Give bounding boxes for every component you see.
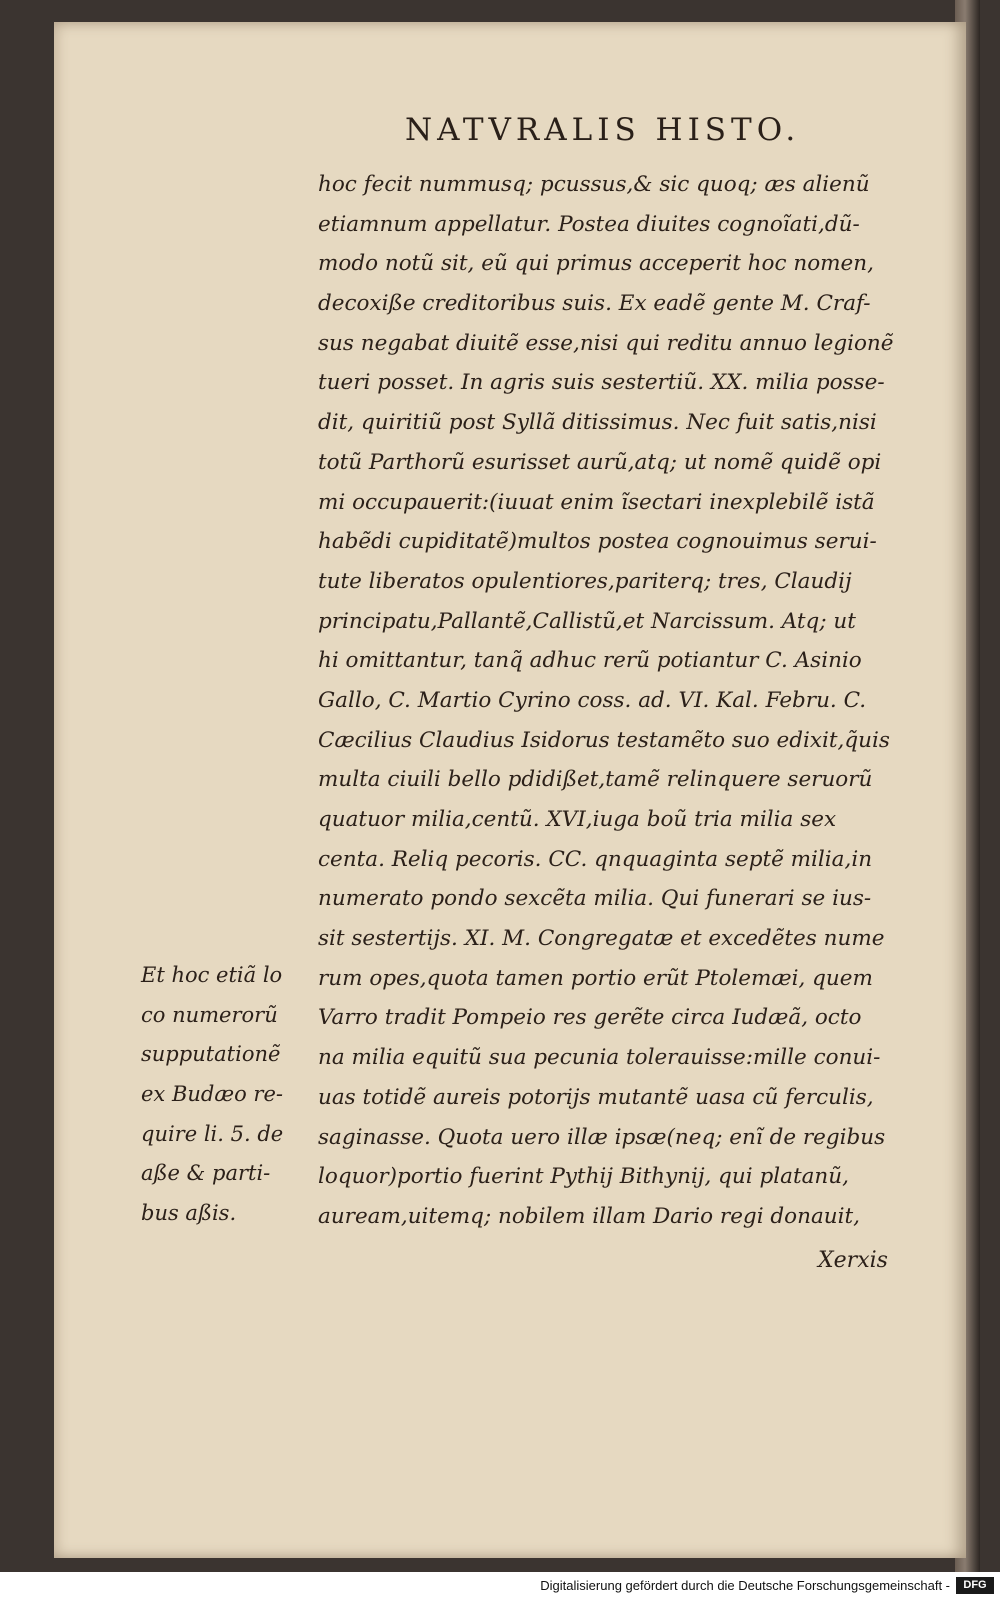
text-line: quatuor milia,centũ. XVI,iuga boũ tria milia sex — [318, 807, 837, 832]
running-head: NATVRALIS HISTO. — [405, 112, 801, 148]
text-line: hoc fecit nummusq; pcussus,& sic quoq; æs alienũ — [318, 172, 870, 197]
margin-note-line: aße & parti- — [141, 1161, 271, 1186]
margin-note-line: Et hoc etiã lo — [141, 963, 283, 987]
text-line: tute liberatos opulentiores,pariterq; tres, Claudij — [318, 568, 852, 594]
catchword: Xerxis — [818, 1248, 888, 1273]
text-line: modo notũ sit, eũ qui primus acceperit hoc nomen, — [318, 251, 874, 277]
margin-note-line: bus aßis. — [141, 1201, 237, 1226]
text-line: numerato pondo sexcẽta milia. Qui funerari se ius- — [318, 886, 872, 912]
margin-note-line: quire li. 5. de — [141, 1121, 284, 1146]
text-line: na milia equitũ sua pecunia tolerauisse:mille conui- — [318, 1045, 881, 1071]
footer-bar — [0, 1572, 1000, 1600]
text-line: totũ Parthorũ esurisset aurũ,atq; ut nomẽ quidẽ opi — [318, 449, 882, 475]
text-line: decoxiße creditoribus suis. Ex eadẽ gente M. Craf- — [318, 291, 871, 317]
text-line: rum opes,quota tamen portio erũt Ptolemæi, quem — [318, 965, 873, 991]
text-line: auream,uitemq; nobilem illam Dario regi donauit, — [318, 1203, 860, 1229]
text-line: sit sestertijs. XI. M. Congregatæ et excedẽtes nume — [318, 926, 885, 952]
text-line: etiamnum appellatur. Postea diuites cognoĩati,dũ- — [318, 211, 860, 237]
text-line: uas totidẽ aureis potorijs mutantẽ uasa cũ ferculis, — [318, 1084, 874, 1110]
funding-credit: Digitalisierung gefördert durch die Deutsche Forschungsgemeinschaft - — [540, 1578, 950, 1593]
text-line: habẽdi cupiditatẽ)multos postea cognouimus serui- — [318, 529, 877, 555]
main-text-block — [318, 165, 918, 1237]
text-line: saginasse. Quota uero illæ ipsæ(neq; enĩ de regibus — [318, 1124, 886, 1150]
margin-note-line: supputationẽ — [141, 1042, 281, 1067]
dfg-logo: DFG — [956, 1577, 994, 1594]
text-line: centa. Reliq pecoris. CC. qnquaginta septẽ milia,in — [318, 846, 873, 872]
text-line: Cæcilius Claudius Isidorus testamẽto suo edixit,q̃uis — [318, 727, 890, 753]
margin-note-line: co numerorũ — [141, 1002, 278, 1027]
margin-note-line: ex Budæo re- — [141, 1082, 283, 1107]
text-line: dit, quiritiũ post Syllã ditissimus. Nec fuit satis,nisi — [318, 410, 877, 436]
text-line: multa ciuili bello pdidißet,tamẽ relinquere seruorũ — [318, 767, 873, 793]
text-line: tueri posset. In agris suis sestertiũ. XX. milia posse- — [318, 370, 885, 396]
text-line: sus negabat diuitẽ esse,nisi qui reditu annuo legionẽ — [318, 330, 894, 356]
text-line: Gallo, C. Martio Cyrino coss. ad. VI. Kal. Febru. C. — [318, 687, 867, 713]
text-line: hi omittantur, tanq̃ adhuc rerũ potiantur C. Asinio — [318, 648, 862, 674]
text-line: mi occupauerit:(iuuat enim ĩsectari inexplebilẽ istã — [318, 489, 875, 515]
text-line: Varro tradit Pompeio res gerẽte circa Iudæã, octo — [318, 1005, 862, 1031]
text-line: principatu,Pallantẽ,Callistũ,et Narcissum. Atq; ut — [318, 608, 856, 634]
margin-note — [141, 956, 311, 1234]
text-line: loquor)portio fuerint Pythij Bithynij, qui platanũ, — [318, 1164, 849, 1190]
